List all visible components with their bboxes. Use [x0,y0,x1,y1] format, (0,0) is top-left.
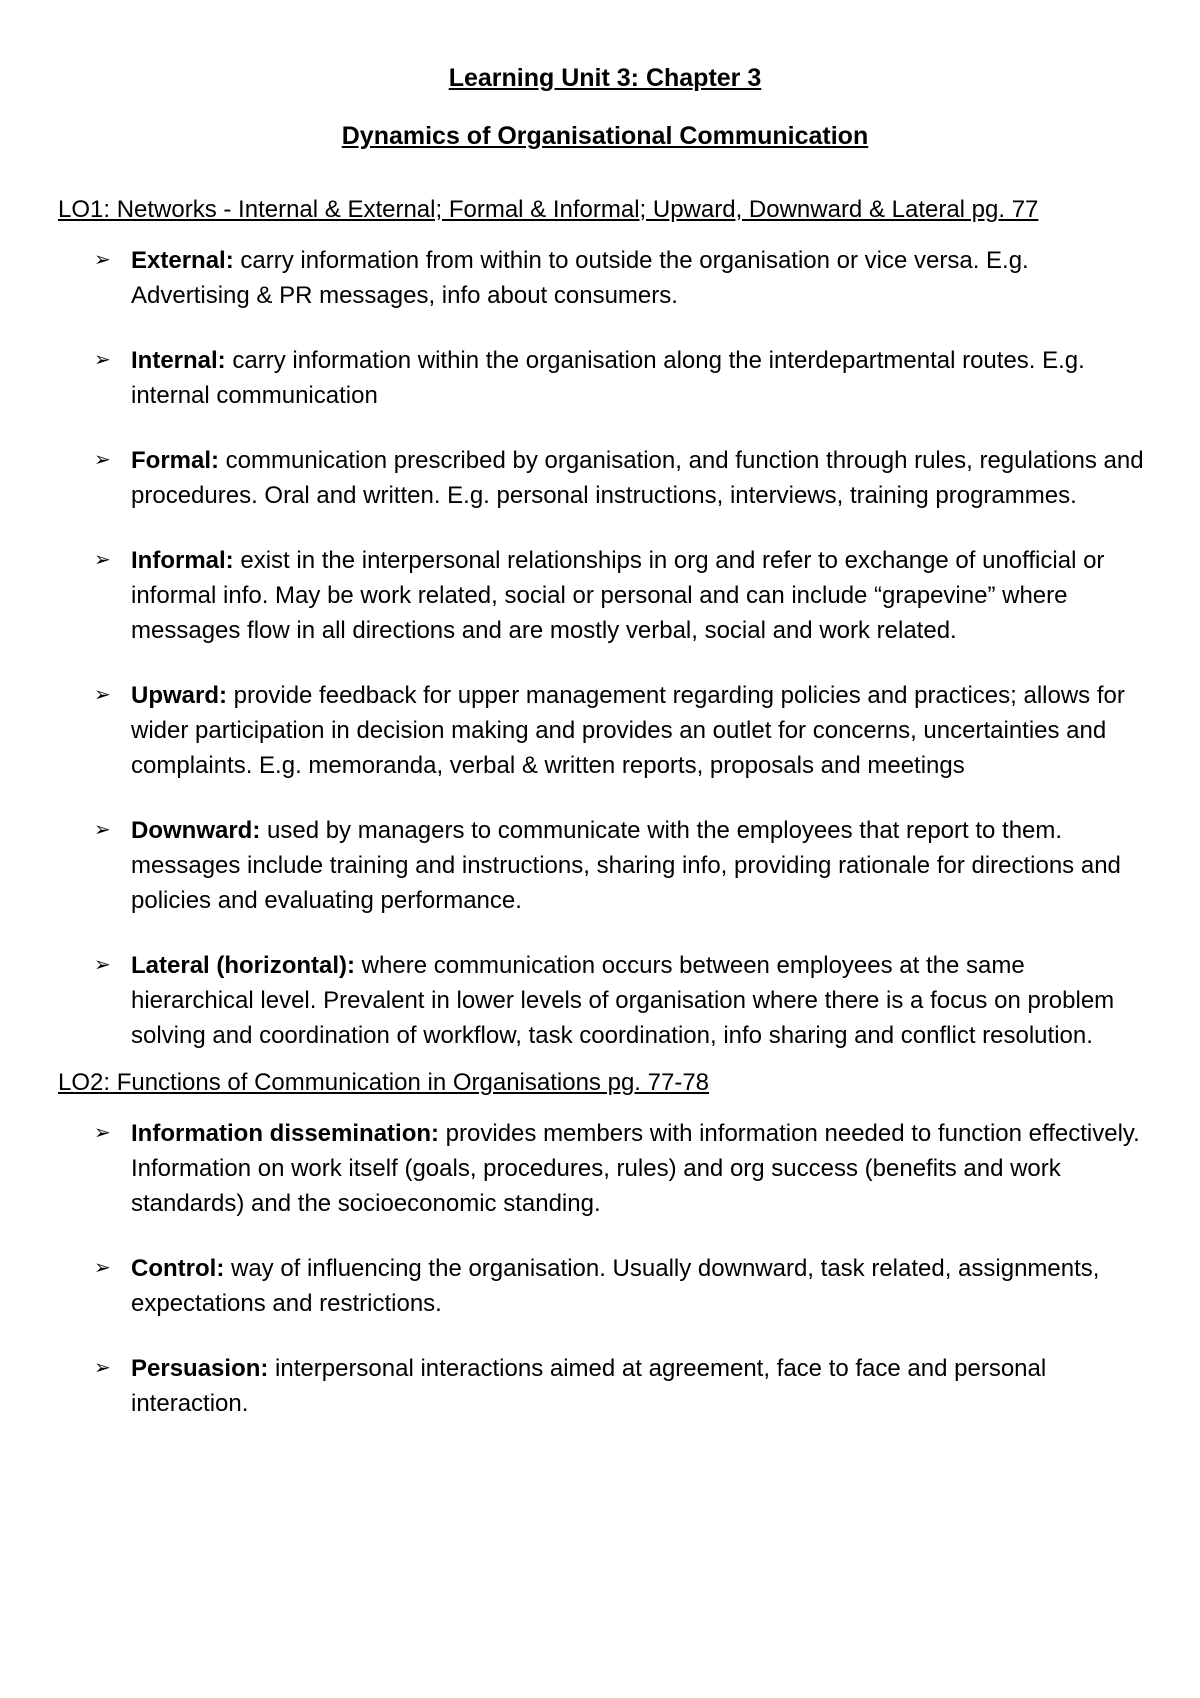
list-item-term: Informal: [131,547,234,574]
list-item-term: Lateral (horizontal): [131,952,356,979]
arrowhead-bullet-icon: ➢ [94,1257,111,1279]
arrowhead-bullet-icon: ➢ [94,349,111,371]
list-item [58,1116,1152,1221]
arrowhead-bullet-icon: ➢ [94,819,111,841]
arrowhead-bullet-icon: ➢ [94,1122,111,1144]
list-item [58,343,1152,413]
list-item [58,1351,1152,1421]
list-item-term: Persuasion: [131,1355,269,1382]
lo2-list [58,1116,1152,1421]
list-item-text: carry information within the organisation along the interdepartmental routes. E.g. internal communication [131,347,1085,409]
list-item-term: Upward: [131,682,227,709]
lo1-list [58,243,1152,1053]
list-item-text: interpersonal interactions aimed at agreement, face to face and personal interaction. [131,1355,1047,1417]
list-item-term: External: [131,247,234,274]
document-subtitle: Dynamics of Organisational Communication [341,122,869,150]
arrowhead-bullet-icon: ➢ [94,684,111,706]
document-title: Learning Unit 3: Chapter 3 [448,64,762,92]
arrowhead-bullet-icon: ➢ [94,549,111,571]
list-item-text: way of influencing the organisation. Usually downward, task related, assignments, expectations and restrictions. [131,1255,1100,1317]
list-item-text: communication prescribed by organisation, and function through rules, regulations and procedures. Oral and written. E.g. personal instructions, interviews, training programmes. [131,447,1144,509]
arrowhead-bullet-icon: ➢ [94,249,111,271]
list-item-term: Internal: [131,347,226,374]
list-item-text: used by managers to communicate with the employees that report to them. messages include training and instructions, sharing info, providing rationale for directions and policies and evaluating performance. [131,817,1121,914]
list-item [58,948,1152,1053]
list-item-term: Control: [131,1255,225,1282]
arrowhead-bullet-icon: ➢ [94,449,111,471]
list-item-text: provide feedback for upper management regarding policies and practices; allows for wider participation in decision making and provides an outlet for concerns, uncertainties and complaints. E.g. memoranda, verbal & written reports, proposals and meetings [131,682,1125,779]
list-item [58,1251,1152,1321]
list-item [58,543,1152,648]
list-item-term: Downward: [131,817,261,844]
list-item-text: where communication occurs between employees at the same hierarchical level. Prevalent in lower levels of organisation where there is a focus on problem solving and coordination of workflow, task coordination, info sharing and conflict resolution. [131,952,1115,1049]
list-item [58,813,1152,918]
list-item [58,678,1152,783]
arrowhead-bullet-icon: ➢ [94,954,111,976]
list-item-text: carry information from within to outside the organisation or vice versa. E.g. Advertising & PR messages, info about consumers. [131,247,1029,309]
section-heading-lo1: LO1: Networks - Internal & External; Formal & Informal; Upward, Downward & Lateral pg. 77 [58,196,1039,223]
list-item [58,443,1152,513]
section-heading-lo2: LO2: Functions of Communication in Organisations pg. 77-78 [58,1069,710,1096]
list-item-term: Formal: [131,447,220,474]
list-item-text: exist in the interpersonal relationships in org and refer to exchange of unofficial or informal info. May be work related, social or personal and can include “grapevine” where messages flow in all directions and are mostly verbal, social and work related. [131,547,1105,644]
list-item [58,243,1152,313]
list-item-term: Information dissemination: [131,1120,440,1147]
arrowhead-bullet-icon: ➢ [94,1357,111,1379]
list-item-text: provides members with information needed to function effectively. Information on work itself (goals, procedures, rules) and org success (benefits and work standards) and the socioeconomic standing. [131,1120,1140,1217]
